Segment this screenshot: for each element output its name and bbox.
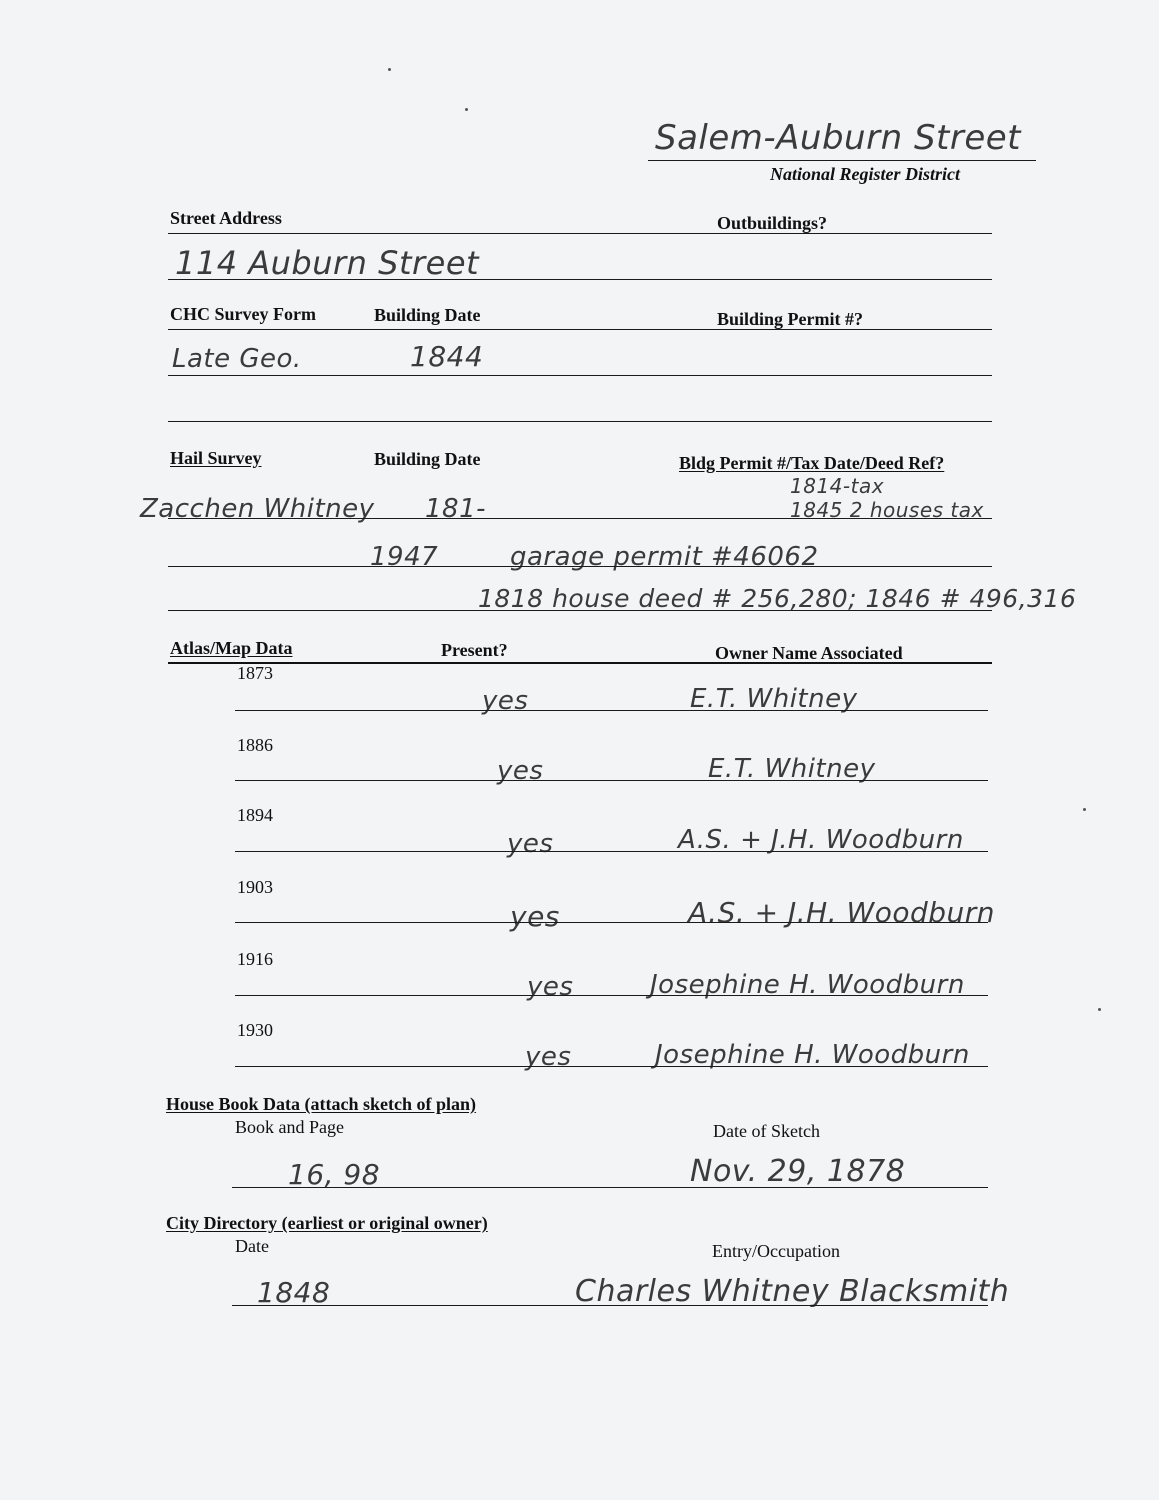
chc-building-date-label: Building Date [374, 305, 481, 325]
atlas-header-line [168, 662, 992, 664]
atlas-year-1894: 1894 [237, 805, 273, 825]
chc-building-permit-label: Building Permit #? [717, 309, 864, 329]
house-book-line [232, 1187, 988, 1188]
atlas-line-1886 [235, 780, 988, 781]
atlas-line-1903 [235, 922, 988, 923]
atlas-present-1886: yes [497, 756, 544, 786]
atlas-owner-1916: Josephine H. Woodburn [650, 970, 965, 1000]
chc-form-value: Late Geo. [172, 344, 302, 374]
city-directory-label: City Directory (earliest or original owner) [166, 1213, 488, 1233]
atlas-present-1894: yes [507, 829, 554, 859]
atlas-present-label: Present? [441, 640, 508, 660]
district-underline [648, 160, 1036, 161]
atlas-line-1894 [235, 851, 988, 852]
hail-survey-label: Hail Survey [170, 448, 262, 468]
chc-survey-form-label: CHC Survey Form [170, 304, 316, 324]
atlas-year-1930: 1930 [237, 1020, 273, 1040]
entry-occupation-value: Charles Whitney Blacksmith [575, 1274, 1010, 1309]
atlas-present-1903: yes [510, 900, 560, 933]
atlas-present-1873: yes [482, 686, 529, 716]
atlas-owner-label: Owner Name Associated [715, 643, 903, 663]
atlas-owner-1903: A.S. + J.H. Woodburn [688, 896, 996, 929]
entry-occupation-label: Entry/Occupation [712, 1241, 840, 1261]
atlas-owner-1930: Josephine H. Woodburn [655, 1040, 970, 1070]
atlas-year-1916: 1916 [237, 949, 273, 969]
district-name-handwritten: Salem-Auburn Street [655, 118, 1022, 158]
atlas-line-1873 [235, 710, 988, 711]
hail-line-2-year: 1947 [370, 542, 439, 572]
atlas-line-1916 [235, 995, 988, 996]
atlas-line-1930 [235, 1066, 988, 1067]
hail-permit-tax-label: Bldg Permit #/Tax Date/Deed Ref? [679, 453, 945, 473]
street-value-line [168, 279, 992, 280]
chc-header-line [168, 329, 992, 330]
book-and-page-label: Book and Page [235, 1117, 344, 1137]
hail-line-3 [168, 610, 992, 611]
hail-date-value: 181- [425, 494, 487, 524]
scan-speck [465, 108, 468, 111]
atlas-year-1903: 1903 [237, 877, 273, 897]
atlas-owner-1886: E.T. Whitney [708, 754, 876, 784]
chc-value-line [168, 375, 992, 376]
scan-speck [388, 68, 391, 71]
chc-blank-line [168, 421, 992, 422]
street-address-value: 114 Auburn Street [175, 244, 480, 282]
atlas-map-data-label: Atlas/Map Data [170, 638, 293, 658]
atlas-present-1916: yes [527, 972, 574, 1002]
hail-line-2 [168, 566, 992, 567]
date-of-sketch-label: Date of Sketch [713, 1121, 820, 1141]
atlas-owner-1873: E.T. Whitney [690, 684, 858, 714]
street-header-line [168, 233, 992, 234]
house-book-label: House Book Data (attach sketch of plan) [166, 1094, 477, 1114]
city-directory-date-value: 1848 [257, 1276, 331, 1309]
scan-speck [1098, 1008, 1101, 1011]
outbuildings-label: Outbuildings? [717, 213, 828, 233]
date-of-sketch-value: Nov. 29, 1878 [690, 1154, 906, 1189]
city-directory-line [232, 1305, 988, 1306]
hail-line-3-text: 1818 house deed # 256,280; 1846 # 496,316 [478, 584, 1077, 613]
atlas-year-1873: 1873 [237, 663, 273, 683]
scan-speck [1083, 808, 1086, 811]
atlas-owner-1894: A.S. + J.H. Woodburn [678, 825, 964, 855]
hail-line-2-text: garage permit #46062 [510, 542, 819, 572]
city-directory-date-label: Date [235, 1236, 269, 1256]
atlas-year-1886: 1886 [237, 735, 273, 755]
book-and-page-value: 16, 98 [288, 1158, 381, 1191]
chc-date-value: 1844 [410, 340, 484, 373]
street-address-label: Street Address [170, 208, 282, 228]
district-label: National Register District [770, 164, 961, 184]
hail-tax-line-2: 1845 2 houses tax [790, 498, 984, 522]
hail-line-1 [168, 518, 992, 519]
hail-building-date-label: Building Date [374, 449, 481, 469]
hail-tax-line-1: 1814-tax [790, 474, 885, 498]
atlas-present-1930: yes [525, 1042, 572, 1072]
hail-survey-value: Zacchen Whitney [140, 494, 375, 524]
